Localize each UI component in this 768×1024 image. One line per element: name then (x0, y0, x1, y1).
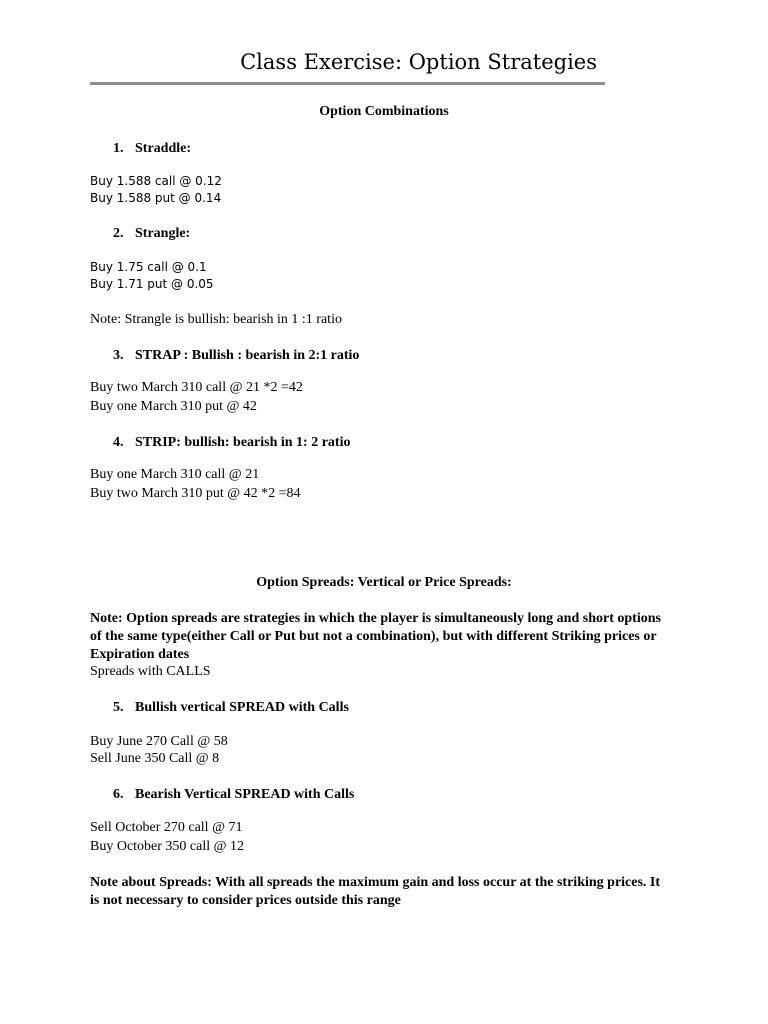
item-number: 1. (113, 141, 124, 156)
straddle-line-2: Buy 1.588 put @ 0.14 (90, 191, 222, 205)
combinations-heading: Option Combinations (319, 104, 449, 119)
item-number: 6. (113, 787, 124, 802)
item-label: STRIP: bullish: bearish in 1: 2 ratio (135, 435, 351, 450)
strip-line-2: Buy two March 310 put @ 42 *2 =84 (90, 486, 301, 501)
item-number: 5. (113, 700, 124, 715)
item-label: STRAP : Bullish : bearish in 2:1 ratio (135, 348, 360, 363)
item-number: 2. (113, 226, 124, 241)
bearish-line-1: Sell October 270 call @ 71 (90, 820, 243, 835)
item-label: Straddle: (135, 141, 191, 156)
item-number: 4. (113, 435, 124, 450)
strap-line-2: Buy one March 310 put @ 42 (90, 399, 257, 414)
item-strap-heading (113, 348, 359, 364)
item-bullish-spread-heading (113, 700, 349, 716)
item-strangle-heading (113, 226, 190, 242)
strangle-line-1: Buy 1.75 call @ 0.1 (90, 260, 207, 274)
document-title: Class Exercise: Option Strategies (240, 50, 597, 74)
strip-line-1: Buy one March 310 call @ 21 (90, 467, 260, 482)
strangle-note: Note: Strangle is bullish: bearish in 1 :1 ratio (90, 312, 342, 327)
straddle-line-1: Buy 1.588 call @ 0.12 (90, 174, 222, 188)
item-label: Strangle: (135, 226, 191, 241)
strangle-line-2: Buy 1.71 put @ 0.05 (90, 277, 214, 291)
bullish-line-2: Sell June 350 Call @ 8 (90, 751, 220, 766)
strap-line-1: Buy two March 310 call @ 21 *2 =42 (90, 380, 303, 395)
bearish-line-2: Buy October 350 call @ 12 (90, 839, 245, 854)
item-label: Bearish Vertical SPREAD with Calls (135, 787, 355, 802)
item-label: Bullish vertical SPREAD with Calls (135, 700, 349, 715)
spreads-final-note: Note about Spreads: With all spreads the maximum gain and loss occur at the striking prices. It is not necessary to consider prices outside this range (90, 875, 661, 908)
spreads-subnote: Spreads with CALLS (90, 664, 211, 679)
item-straddle-heading (113, 141, 191, 157)
bullish-line-1: Buy June 270 Call @ 58 (90, 734, 228, 749)
item-bearish-spread-heading (113, 787, 354, 803)
spreads-note: Note: Option spreads are strategies in which the player is simultaneously long and short options of the same type(either Call or Put but not a combination), but with different Striking prices or Expiration dates (90, 611, 661, 662)
spreads-heading: Option Spreads: Vertical or Price Spreads: (256, 575, 512, 590)
title-rule (90, 82, 605, 85)
item-strip-heading (113, 435, 350, 451)
item-number: 3. (113, 348, 124, 363)
